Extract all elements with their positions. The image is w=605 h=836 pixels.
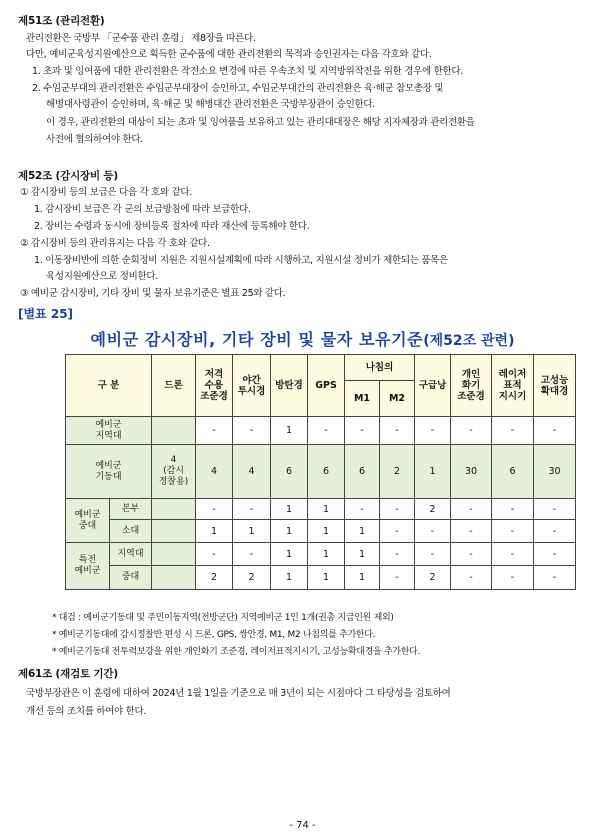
- table-cell: 1: [345, 543, 380, 566]
- table-cell: 2: [415, 499, 451, 520]
- header-sniper-scope: 저격 수용 조준경: [196, 355, 233, 417]
- table-cell: 30: [451, 445, 492, 499]
- table-cell: 1: [345, 566, 380, 590]
- table-cell: 6: [308, 445, 345, 499]
- header-personal-scope: 개인 화기 조준경: [451, 355, 492, 417]
- table-cell: -: [196, 417, 233, 445]
- drone-cell: [152, 543, 196, 566]
- article-51-item-1: 1. 초과 및 잉여품에 대한 관리전환은 작전소요 변경에 따른 우속조치 및 지역방위작전을 위한 경우에 한한다.: [32, 66, 463, 77]
- table-cell: -: [308, 417, 345, 445]
- table-note-1: * 대검 : 예비군기동대 및 주민이동지역(전방군단) 지역예비군 1인 1개(권총 지급인원 제외): [52, 613, 394, 623]
- drone-cell: [152, 566, 196, 590]
- header-m1: M1: [345, 381, 380, 417]
- table-cell: -: [196, 499, 233, 520]
- article-51-item-2-note: 이 경우, 관리전환의 대상이 되는 초과 및 잉여품을 보유하고 있는 관리대대장은 해당 지자체장과 관리전환을: [46, 117, 475, 128]
- article-52-clause-2-item-1: 1. 이동장비반에 의한 순회정비 지원은 지원시설계획에 따라 시행하고, 지원시설 정비가 제한되는 품목은: [34, 255, 448, 266]
- article-52-title: 제52조 (감시장비 등): [18, 170, 118, 182]
- table-cell: 1: [271, 417, 308, 445]
- header-gps: GPS: [308, 355, 345, 417]
- header-first-aid: 구급낭: [415, 355, 451, 417]
- table-cell: -: [451, 520, 492, 543]
- header-mask: 방탄경: [271, 355, 308, 417]
- drone-cell: [152, 520, 196, 543]
- table-cell: 1: [271, 520, 308, 543]
- table-cell: -: [345, 499, 380, 520]
- table-cell: 1: [233, 520, 271, 543]
- row-label: 예비군 기동대: [66, 445, 152, 499]
- table-cell: 1: [271, 499, 308, 520]
- article-61-title: 제61조 (재검토 기간): [18, 668, 118, 680]
- header-high-mag: 고성능 확대경: [534, 355, 576, 417]
- table-cell: -: [233, 417, 271, 445]
- table-cell: -: [415, 543, 451, 566]
- table-cell: -: [534, 566, 576, 590]
- table-cell: -: [451, 543, 492, 566]
- table-cell: 1: [308, 566, 345, 590]
- article-51-item-2: 2. 수임군부대의 관리전환은 수임군부대장이 승인하고, 수임군부대간의 관리전환은 육·해군 참모총장 및: [32, 83, 444, 94]
- table-cell: -: [451, 417, 492, 445]
- group-label: 예비군 중대: [66, 499, 110, 543]
- table-cell: 2: [380, 445, 415, 499]
- table-cell: -: [233, 499, 271, 520]
- table-cell: -: [380, 520, 415, 543]
- table-cell: 4: [233, 445, 271, 499]
- table-row: [66, 543, 576, 566]
- table-cell: -: [415, 520, 451, 543]
- table-cell: -: [492, 566, 534, 590]
- table-cell: -: [345, 417, 380, 445]
- table-cell: 1: [271, 543, 308, 566]
- article-52-clause-1: ① 감시장비 등의 보급은 다음 각 호와 같다.: [20, 187, 193, 198]
- sub-label: 중대: [110, 566, 152, 590]
- table-cell: -: [451, 566, 492, 590]
- annex-title: [0, 327, 605, 350]
- header-gubun: 구 분: [66, 355, 152, 417]
- sub-label: 본부: [110, 499, 152, 520]
- header-laser-designator: 레이저 표적 지시기: [492, 355, 534, 417]
- annex-label: [별표 25]: [18, 307, 74, 321]
- table-row: [66, 566, 576, 590]
- table-cell: -: [534, 520, 576, 543]
- table-cell: -: [415, 417, 451, 445]
- table-cell: 4: [196, 445, 233, 499]
- page-number: - 74 -: [289, 820, 316, 831]
- article-52-clause-3: ③ 예비군 감시장비, 기타 장비 및 물자 보유기준은 별표 25와 같다.: [20, 288, 286, 299]
- table-cell: 2: [415, 566, 451, 590]
- table-cell: 1: [196, 520, 233, 543]
- drone-cell: 4 (감시 정찰용): [152, 445, 196, 499]
- table-cell: 1: [271, 566, 308, 590]
- table-cell: 6: [271, 445, 308, 499]
- table-cell: 1: [308, 499, 345, 520]
- annex-title-main: 예비군 감시장비, 기타 장비 및 물자 보유기준: [90, 330, 424, 349]
- table-cell: -: [451, 499, 492, 520]
- equipment-standard-table: [65, 354, 576, 590]
- table-row: [66, 445, 576, 499]
- table-note-2: * 예비군기동대에 감시정찰반 편성 시 드론, GPS, 쌍안경, M1, M2 나침의를 추가한다.: [52, 630, 376, 640]
- table-cell: 1: [308, 543, 345, 566]
- table-row: [66, 499, 576, 520]
- table-cell: -: [534, 499, 576, 520]
- table-cell: 30: [534, 445, 576, 499]
- article-52-clause-2: ② 감시장비 등의 관리유지는 다음 각 호와 같다.: [20, 238, 210, 249]
- drone-cell: [152, 417, 196, 445]
- table-cell: 1: [345, 520, 380, 543]
- table-cell: 6: [492, 445, 534, 499]
- article-52-clause-1-item-2: 2. 장비는 수령과 동시에 장비등록 절차에 따라 재산에 등록해야 한다.: [34, 221, 310, 232]
- drone-cell: [152, 499, 196, 520]
- table-cell: -: [492, 543, 534, 566]
- table-cell: -: [380, 566, 415, 590]
- article-61-para-2: 개선 등의 조치를 하여야 한다.: [26, 706, 147, 717]
- header-drone: 드론: [152, 355, 196, 417]
- table-cell: -: [196, 543, 233, 566]
- table-cell: -: [534, 417, 576, 445]
- table-cell: 1: [308, 520, 345, 543]
- article-52-clause-2-item-1-cont: 육성지원예산으로 정비한다.: [46, 271, 158, 282]
- table-cell: -: [380, 417, 415, 445]
- table-cell: -: [492, 520, 534, 543]
- header-compass: 나침의: [345, 355, 415, 381]
- article-51-item-2-note-cont: 사전에 협의하여야 한다.: [46, 134, 143, 145]
- table-cell: -: [492, 499, 534, 520]
- sub-label: 지역대: [110, 543, 152, 566]
- table-cell: -: [492, 417, 534, 445]
- article-61-para-1: 국방부장관은 이 훈령에 대하여 2024년 1월 1일을 기준으로 매 3년이 되는 시점마다 그 타당성을 검토하여: [26, 688, 451, 699]
- header-night-vision: 야간 투시경: [233, 355, 271, 417]
- group-label: 특전 예비군: [66, 543, 110, 590]
- article-52-clause-1-item-1: 1. 감시장비 보급은 각 군의 보급방침에 따라 보급한다.: [34, 204, 251, 215]
- table-cell: -: [233, 543, 271, 566]
- table-note-3: * 예비군기동대 전투력보강을 위한 개인화기 조준경, 레이저표적지시기, 고성능확대경을 추가한다.: [52, 647, 421, 657]
- table-cell: -: [380, 543, 415, 566]
- table-cell: 2: [233, 566, 271, 590]
- table-row: [66, 417, 576, 445]
- article-51-para-1: 관리전환은 국방부 「군수품 관리 훈령」 제8장을 따른다.: [26, 33, 256, 44]
- table-cell: 6: [345, 445, 380, 499]
- table-cell: -: [534, 543, 576, 566]
- row-label: 예비군 지역대: [66, 417, 152, 445]
- annex-title-sub: (제52조 관련): [423, 333, 515, 349]
- table-cell: 1: [415, 445, 451, 499]
- table-cell: -: [380, 499, 415, 520]
- sub-label: 소대: [110, 520, 152, 543]
- table-cell: 2: [196, 566, 233, 590]
- article-51-para-2: 다만, 예비군육성지원예산으로 획득한 군수품에 대한 관리전환의 목적과 승인권자는 다음 각호와 같다.: [26, 49, 432, 60]
- article-51-item-2-cont: 해병대사령관이 승인하며, 육·해군 및 해병대간 관리전환은 국방부장관이 승인한다.: [46, 99, 376, 110]
- article-51-title: 제51조 (관리전환): [18, 15, 105, 27]
- header-m2: M2: [380, 381, 415, 417]
- table-row: [66, 520, 576, 543]
